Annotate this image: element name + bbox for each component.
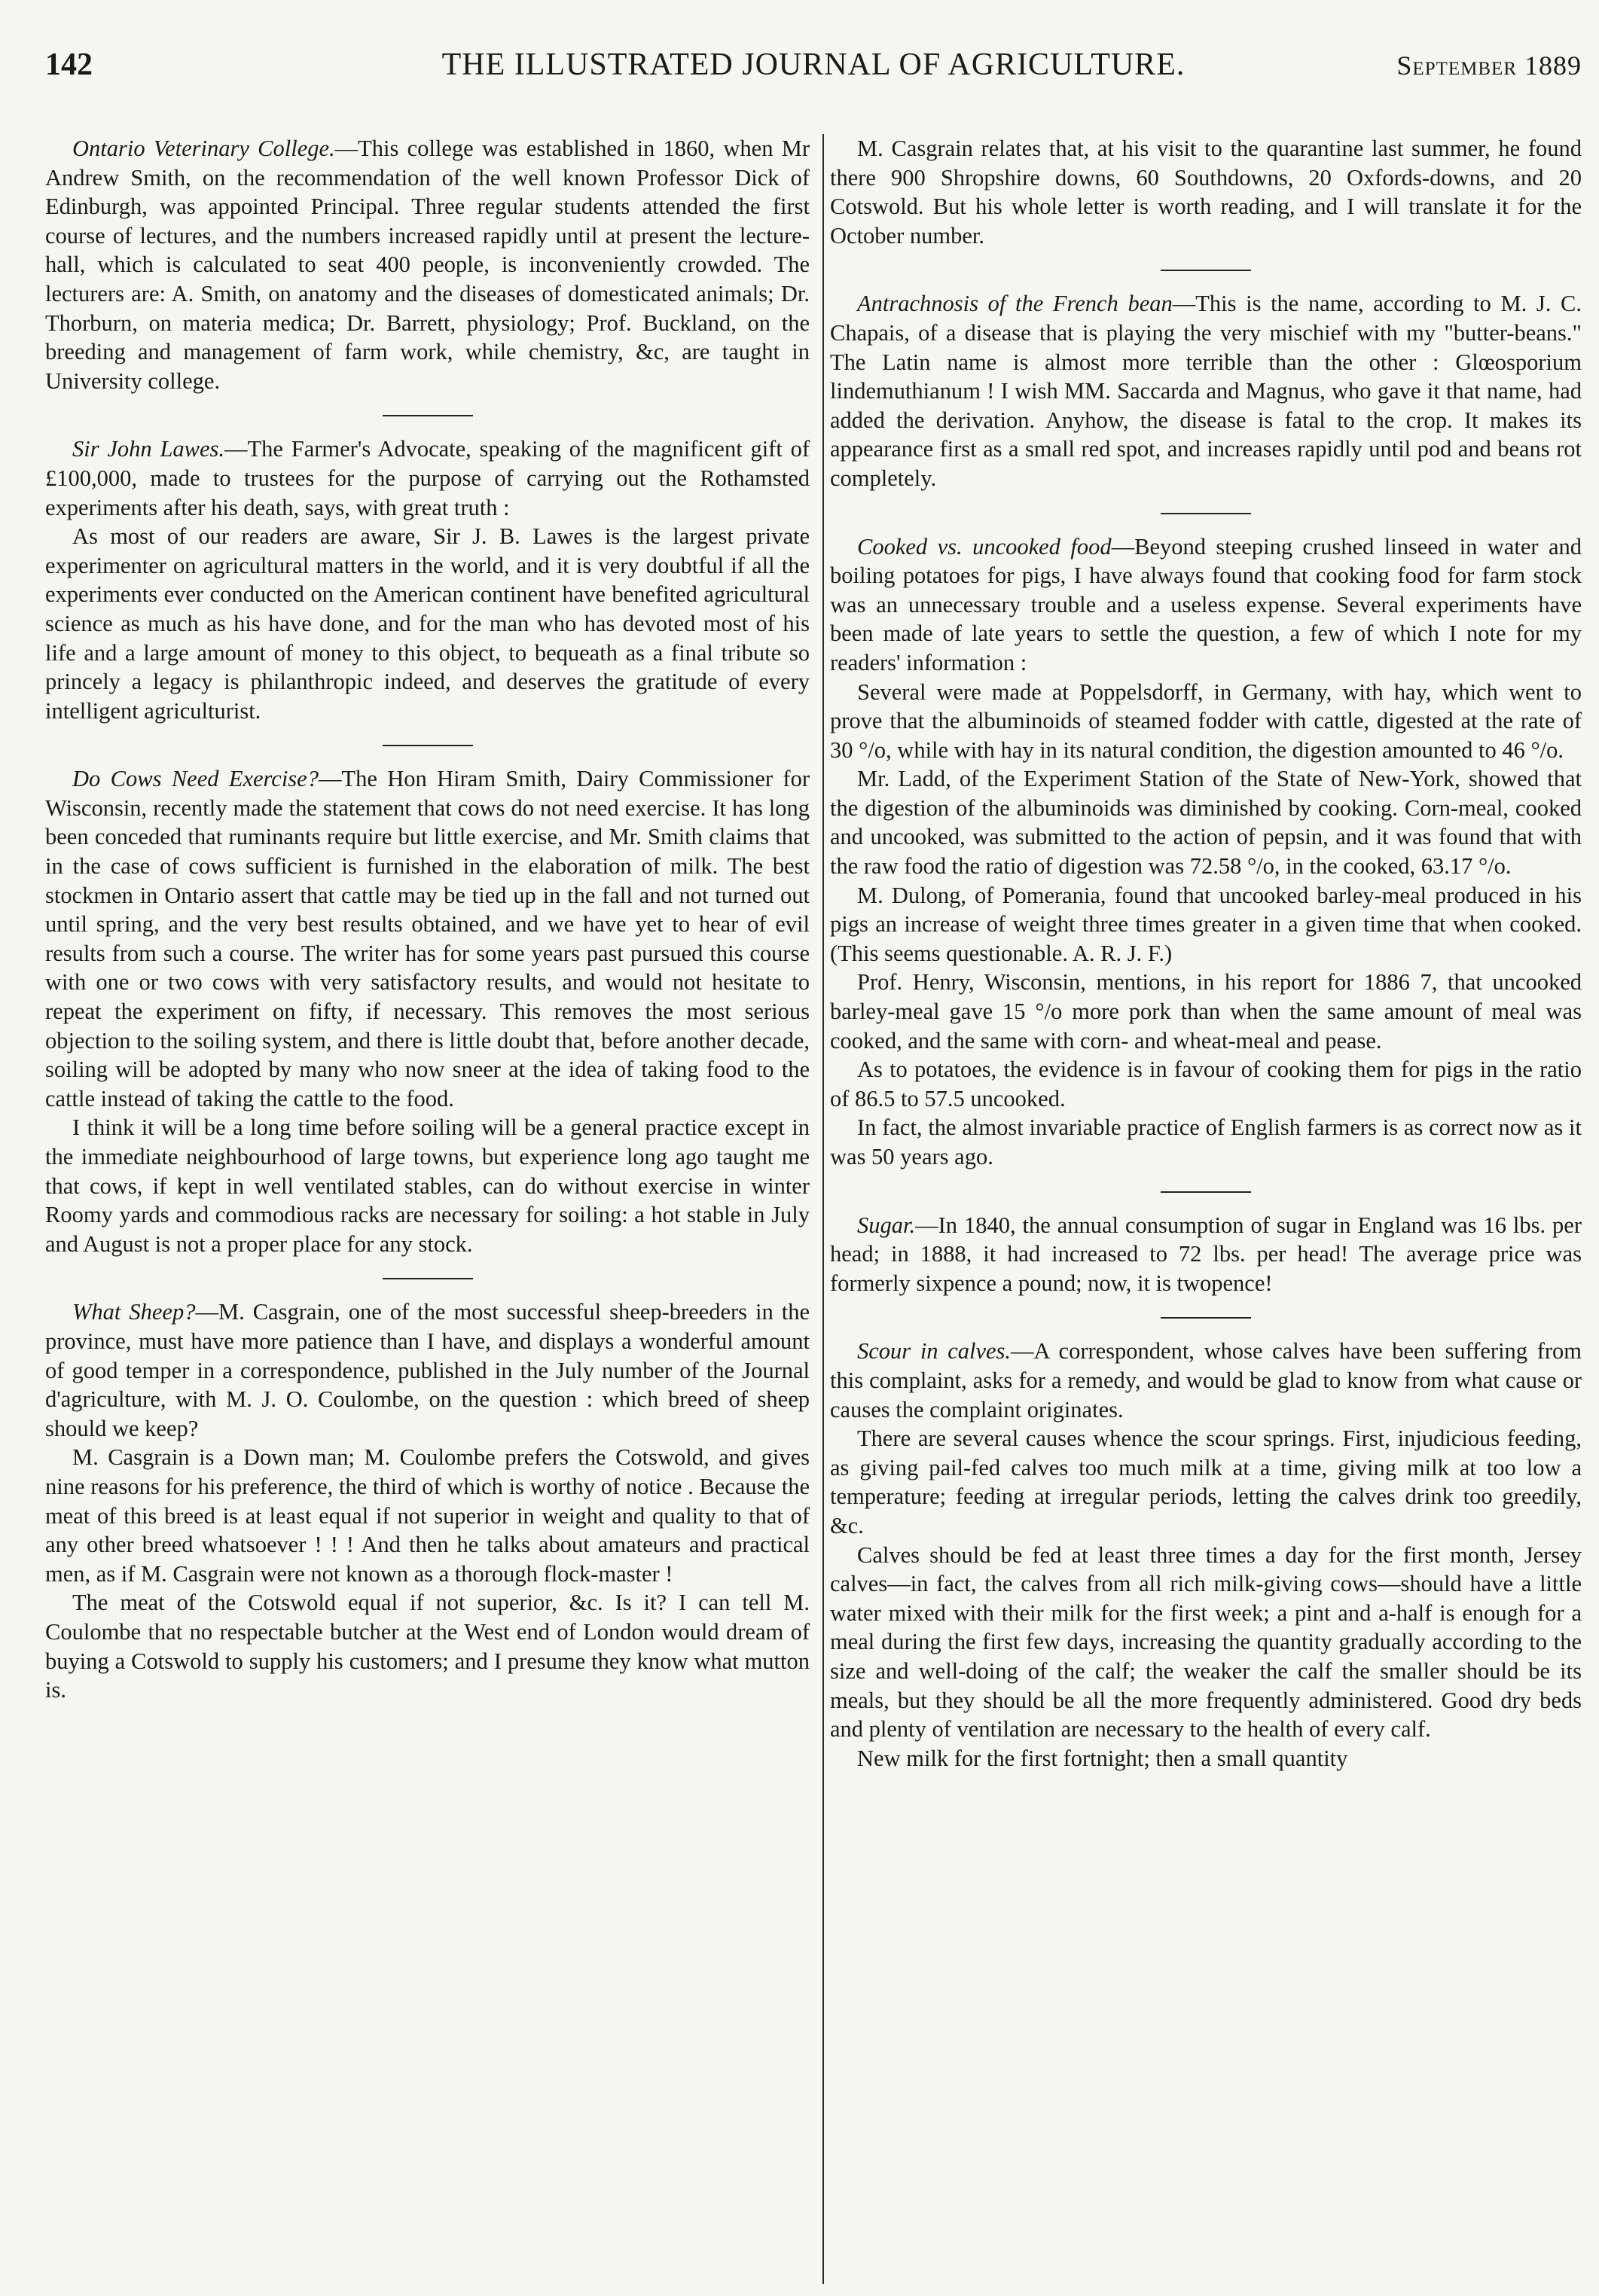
article-heading: Cooked vs. uncooked food: [857, 533, 1112, 560]
article-text: —This college was established in 1860, when Mr Andrew Smith, on the recommendation of the well known Professor Dick of Edinburgh, was appointed Principal. Three regular students attended the first course of lectures, and the numbers increased rapidly until at present the lecture-hall, which is calculated to seat 400 people, is inconveniently crowded. The lecturers are: A. Smith, on anatomy and the diseases of domesticated animals; Dr. Thorburn, on materia medica; Dr. Barrett, physiology; Prof. Buckland, on the breeding and management of farm work, while chemistry, &c, are taught in University college.: [45, 136, 810, 394]
article-food: [830, 532, 1582, 1172]
article-heading: What Sheep?: [72, 1299, 196, 1325]
article-paragraph: New milk for the first fortnight; then a small quantity: [857, 1745, 1348, 1771]
article-casgrain: [830, 134, 1582, 250]
article-paragraph: Mr. Ladd, of the Experiment Station of the State of New-York, showed that the digestion of the albuminoids was diminished by cooking. Corn-meal, cooked and uncooked, was submitted to the action of pepsin, and it was found that with the raw food the ratio of digestion was 72.58 °/o, in the cooked, 63.17 °/o.: [830, 766, 1582, 880]
article-text: —M. Casgrain, one of the most successful sheep-breeders in the province, must have more patience than I have, and displays a wonderful amount of good temper in a correspondence, published in the July number of the Journal d'agriculture, with M. J. O. Coulombe, on the question : which breed of sheep should we keep?: [45, 1299, 810, 1441]
article-paragraph: The meat of the Cotswold equal if not superior, &c. Is it? I can tell M. Coulombe that no respectable butcher at the West end of London would dream of buying a Cotswold to supply his customers; and I presume they know what mutton is.: [45, 1590, 810, 1703]
page-header: [45, 47, 1582, 92]
article-paragraph: There are several causes whence the scour springs. First, injudicious feeding, as giving pail-fed calves too much milk at a time, giving milk at too low a temperature; feeding at irregular periods, letting the calves drink too greedily, &c.: [830, 1425, 1582, 1538]
article-quote: As most of our readers are aware, Sir J. B. Lawes is the largest private experimenter on agricultural matters in the world, and it is very doubtful if all the experiments ever conducted on the American continent have benefited agricultural science as much as his have done, and for the man who has devoted most of his life and a large amount of money to this object, to bequeath as a final tribute so princely a legacy is philanthropic indeed, and deserves the gratitude of every intelligent agriculturist.: [45, 523, 810, 724]
section-rule: [383, 1278, 473, 1279]
article-paragraph: Calves should be fed at least three times a day for the first month, Jersey calves—in fact, the calves from all rich milk-giving cows—should have a little water mixed with their milk for the first week; a pint and a-half is enough for a meal during the first few days, increasing the quantity gradually according to the size and well-doing of the calf; the weaker the calf the smaller should be its meals, but they should be all the more frequently administered. Good dry beds and plenty of ventilation are necessary to the health of every calf.: [830, 1541, 1582, 1743]
article-sheep: [45, 1297, 810, 1704]
article-heading: Antrachnosis of the French bean: [857, 291, 1173, 317]
article-ontario: [45, 134, 810, 395]
article-text: —Beyond steeping crushed linseed in water and boiling potatoes for pigs, I have always found that cooking food for farm stock was an unnecessary trouble and a useless expense. Several experiments have been made of late years to settle the question, a few of which I note for my readers' information :: [830, 533, 1582, 675]
article-body: [45, 1297, 810, 1443]
article-sugar: [830, 1211, 1582, 1298]
article-text: —This is the name, according to M. J. C. Chapais, of a disease that is playing the very mischief with my "butter-beans." The Latin name is almost more terrible than the other : Glœosporium lindemuthianum ! I wish MM. Saccarda and Magnus, who gave it that name, had added the derivation. Anyhow, the disease is fatal to the crop. It makes its appearance first as a small red spot, and increases rapidly until pod and beans rot completely.: [830, 291, 1582, 491]
article-cows: [45, 764, 810, 1258]
section-rule: [383, 415, 473, 416]
article-body: [830, 532, 1582, 678]
article-body: [830, 1337, 1582, 1424]
column-divider: [822, 134, 824, 2284]
section-rule: [1161, 270, 1251, 271]
journal-title: THE ILLUSTRATED JOURNAL OF AGRICULTURE.: [441, 47, 1186, 82]
article-heading: Do Cows Need Exercise?: [72, 766, 319, 792]
article-heading: Sir John Lawes.: [72, 436, 225, 462]
article-body: [45, 435, 810, 522]
article-calves: [830, 1337, 1582, 1773]
article-text: —The Hon Hiram Smith, Dairy Commissioner for Wisconsin, recently made the statement that cows do not need exercise. It has long been conceded that ruminants require but little exercise, and Mr. Smith claims that in the case of cows sufficient is furnished in the elaboration of milk. The best stockmen in Ontario assert that cattle may be tied up in the fall and not turned out until spring, and the very best results obtained, and we have yet to hear of evil results from such a course. The writer has for some years past pursued this course with one or two cows with very satisfactory results, and would not hesitate to repeat the experiment on fifty, if necessary. This removes the most serious objection to the soiling system, and there is little doubt that, before another decade, soiling will be adopted by many who now sneer at the idea of taking food to the cattle instead of taking the cattle to the food.: [45, 766, 810, 1111]
section-rule: [1161, 513, 1251, 514]
article-paragraph: As to potatoes, the evidence is in favour of cooking them for pigs in the ratio of 86.5 to 57.5 uncooked.: [830, 1057, 1582, 1111]
article-body: [830, 1211, 1582, 1298]
article-body: [830, 289, 1582, 492]
article-paragraph: Prof. Henry, Wisconsin, mentions, in his report for 1886 7, that uncooked barley-meal gave 15 °/o more pork than when the same amount of meal was cooked, and the same with corn- and wheat-meal and pease.: [830, 969, 1582, 1053]
article-lawes: [45, 435, 810, 725]
page-number: 142: [45, 47, 93, 82]
section-rule: [1161, 1191, 1251, 1193]
issue-date: September 1889: [1396, 50, 1582, 81]
article-text: —In 1840, the annual consumption of sugar in England was 16 lbs. per head; in 1888, it had increased to 72 lbs. per head! The average price was formerly sixpence a pound; now, it is twopence!: [830, 1212, 1582, 1296]
article-paragraph: Several were made at Poppelsdorff, in Germany, with hay, which went to prove that the albuminoids of steamed fodder with cattle, digested at the rate of 30 °/o, while with hay in its natural condition, the digestion amounted to 46 °/o.: [830, 678, 1582, 763]
article-heading: Sugar.: [857, 1212, 916, 1238]
article-bean: [830, 289, 1582, 492]
article-paragraph: In fact, the almost invariable practice of English farmers is as correct now as it was 50 years ago.: [830, 1114, 1582, 1169]
article-text: —The Farmer's Advocate, speaking of the magnificent gift of £100,000, made to trustees for the purpose of carrying out the Rothamsted experiments after his death, says, with great truth :: [45, 436, 810, 520]
article-body: [45, 764, 810, 1113]
left-column: [45, 134, 810, 1705]
article-paragraph: M. Casgrain is a Down man; M. Coulombe prefers the Cotswold, and gives nine reasons for his preference, the third of which is worthy of notice . Because the meat of this breed is at least equal if not superior in weight and quality to that of any other breed whatsoever ! ! ! And then he talks about amateurs and practical men, as if M. Casgrain were not known as a thorough flock-master !: [45, 1444, 810, 1587]
article-text: —A correspondent, whose calves have been suffering from this complaint, asks for a remedy, and would be glad to know from what cause or causes the complaint originates.: [830, 1338, 1582, 1422]
article-paragraph: M. Dulong, of Pomerania, found that uncooked barley-meal produced in his pigs an increase of weight three times greater in a given time that when cooked. (This seems questionable. A. R. J. F.): [830, 882, 1582, 966]
article-paragraph: I think it will be a long time before soiling will be a general practice except in the immediate neighbourhood of large towns, but experience long ago taught me that cows, if kept in well ventilated stables, can do without exercise in winter Roomy yards and commodious racks are necessary for soiling: a hot stable in July and August is not a proper place for any stock.: [45, 1114, 810, 1257]
article-heading: Scour in calves.: [857, 1338, 1012, 1364]
section-rule: [1161, 1317, 1251, 1319]
article-paragraph: M. Casgrain relates that, at his visit to the quarantine last summer, he found there 900 Shropshire downs, 60 Southdowns, 20 Oxfords-downs, and 20 Cotswold. But his whole letter is worth reading, and I will translate it for the October number.: [830, 136, 1582, 249]
section-rule: [383, 745, 473, 746]
article-heading: Ontario Veterinary College.: [72, 136, 335, 161]
article-body: [45, 134, 810, 395]
right-column: [830, 134, 1582, 1773]
